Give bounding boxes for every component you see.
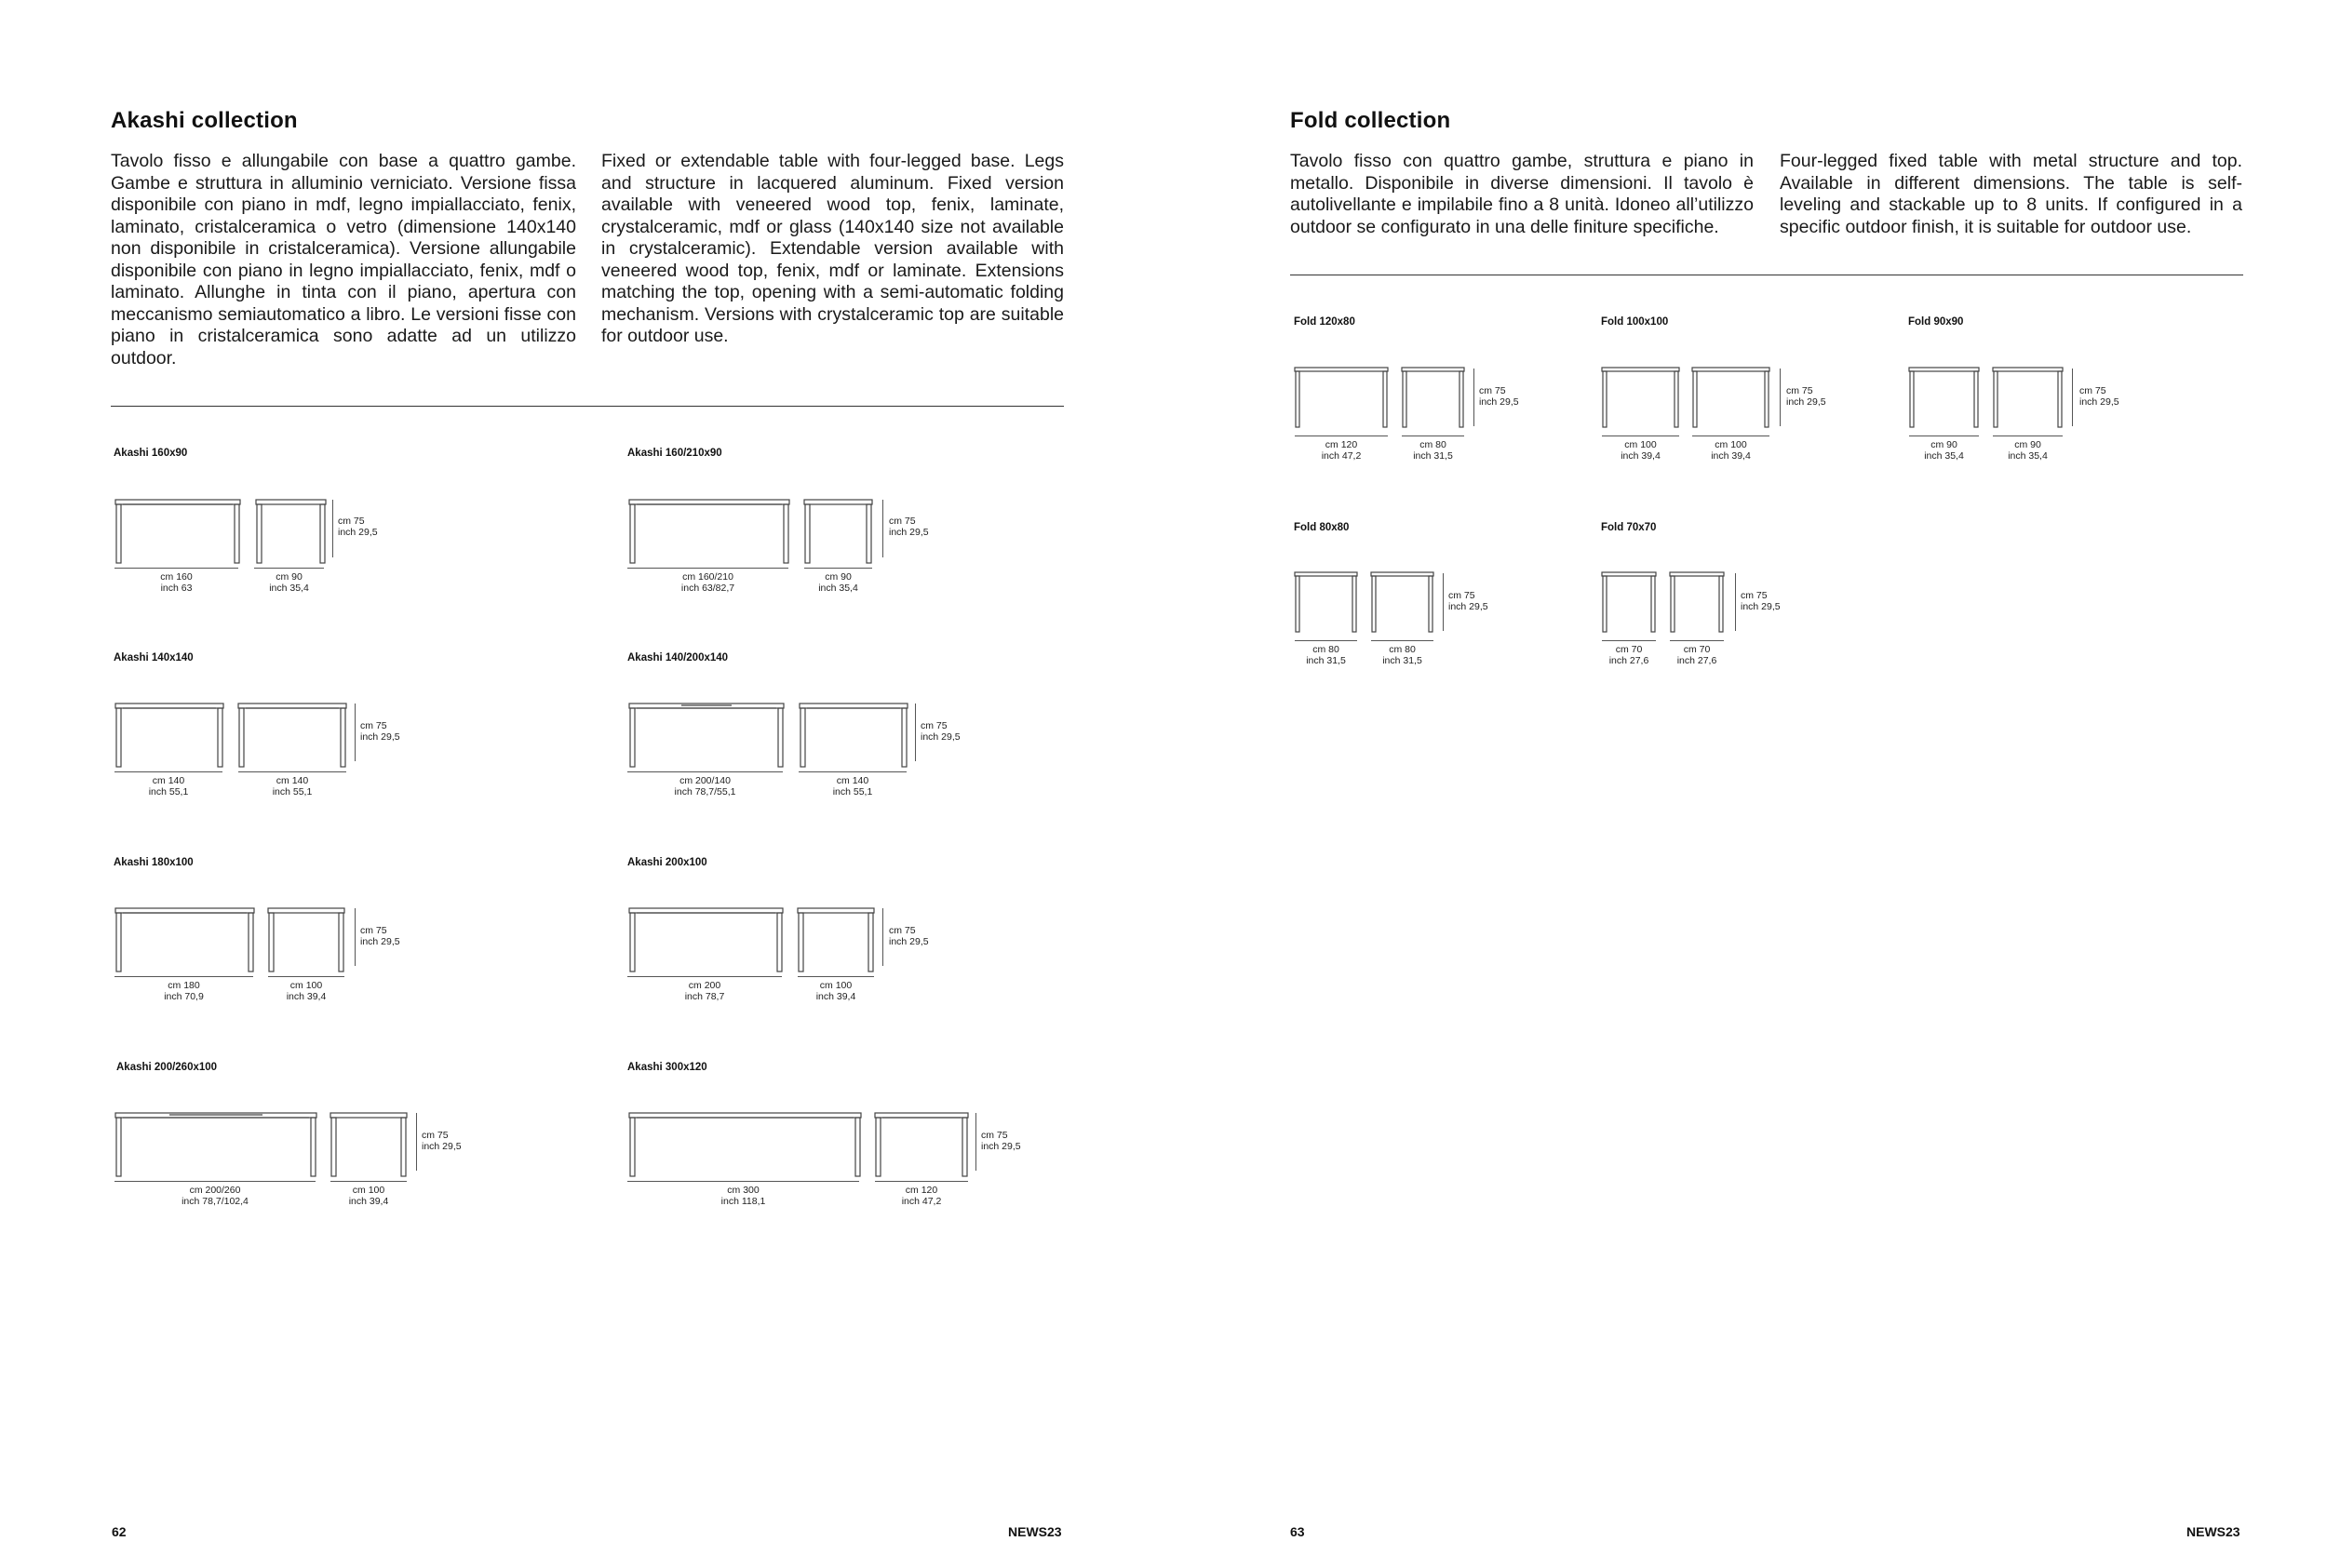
side-dimension: cm 90 inch 35,4 [269,571,309,594]
height-dimension: cm 75 inch 29,5 [889,516,929,538]
front-dimension: cm 100 inch 39,4 [1621,439,1661,462]
height-dimension: cm 75 inch 29,5 [360,720,400,743]
magazine-name-right: NEWS23 [2186,1524,2240,1539]
height-dimension: cm 75 inch 29,5 [889,925,929,947]
front-dimension: cm 120 inch 47,2 [1321,439,1362,462]
side-dimension: cm 100 inch 39,4 [815,980,856,1002]
side-dimension: cm 90 inch 35,4 [2008,439,2048,462]
front-dimension: cm 160 inch 63 [160,571,193,594]
height-dimension: cm 75 inch 29,5 [921,720,961,743]
front-dimension: cm 70 inch 27,6 [1608,644,1649,666]
akashi-160-210x90-drawing [627,498,879,563]
akashi-300x120-drawing [627,1111,981,1176]
product-label: Akashi 200x100 [627,857,707,868]
akashi-180x100-drawing [114,906,356,972]
front-dimension: cm 90 inch 35,4 [1924,439,1964,462]
magazine-name-left: NEWS23 [1008,1524,1062,1539]
akashi-text-it: Tavolo fisso e allungabile con base a quattro gambe. Gambe e struttura in alluminio verniciato. Versione fissa disponibile con piano in mdf, legno impiallacciato, fenix, laminato, cristalceramica o vetro (dimensione 140x140 non disponibile in cristalceramica). Versione allungabile disponibile con piano in legno impiallacciato, fenix, mdf o laminato. Allunghe in tinta con il piano, apertura con meccanismo semiautomatico a libro. Le versioni fisse con piano in cristalceramica sono adatte ad un utilizzo outdoor. [111,151,576,369]
side-dimension: cm 100 inch 39,4 [286,980,327,1002]
akashi-200x100-drawing [627,906,879,972]
height-dimension: cm 75 inch 29,5 [1741,590,1781,612]
front-dimension: cm 200 inch 78,7 [684,980,725,1002]
fold-70x70-drawing [1601,571,1741,633]
fold-90x90-drawing [1908,367,2066,428]
product-label: Fold 70x70 [1601,522,1657,533]
fold-text-en: Four-legged fixed table with metal structure and top. Available in different dimensions. The table is self-leveling and stackable up to 8 units. If configured in a specific outdoor finish, it is suitable for outdoor use. [1780,151,2242,237]
product-label: Akashi 140x140 [114,652,194,663]
fold-80x80-drawing [1294,571,1443,633]
front-dimension: cm 200/140 inch 78,7/55,1 [674,775,736,797]
side-dimension: cm 80 inch 31,5 [1382,644,1422,666]
akashi-160x90-drawing [114,498,328,563]
product-label: Fold 120x80 [1294,316,1355,328]
fold-100x100-drawing [1601,367,1778,428]
side-dimension: cm 90 inch 35,4 [818,571,858,594]
akashi-title: Akashi collection [111,108,298,133]
akashi-140-200x140-drawing [627,702,907,767]
side-dimension: cm 140 inch 55,1 [272,775,313,797]
front-dimension: cm 180 inch 70,9 [164,980,204,1002]
side-dimension: cm 100 inch 39,4 [348,1185,389,1207]
product-label: Fold 100x100 [1601,316,1669,328]
front-dimension: cm 200/260 inch 78,7/102,4 [182,1185,249,1207]
akashi-140x140-drawing [114,702,356,767]
front-dimension: cm 160/210 inch 63/82,7 [680,571,735,594]
front-dimension: cm 80 inch 31,5 [1306,644,1346,666]
product-label: Akashi 140/200x140 [627,652,729,663]
side-dimension: cm 80 inch 31,5 [1413,439,1453,462]
product-label: Akashi 200/260x100 [116,1062,218,1073]
akashi-divider [111,406,1064,407]
fold-120x80-drawing [1294,367,1471,428]
side-dimension: cm 70 inch 27,6 [1676,644,1717,666]
fold-text-it: Tavolo fisso con quattro gambe, struttura e piano in metallo. Disponibile in diverse dimensioni. Il tavolo è autolivellante e impilabile fino a 8 unità. Idoneo all’utilizzo outdoor se configurato in una delle finiture specifiche. [1290,151,1754,237]
height-dimension: cm 75 inch 29,5 [1479,385,1519,408]
fold-title: Fold collection [1290,108,1451,133]
side-dimension: cm 120 inch 47,2 [901,1185,942,1207]
height-dimension: cm 75 inch 29,5 [360,925,400,947]
height-dimension: cm 75 inch 29,5 [338,516,378,538]
product-label: Akashi 160/210x90 [627,448,722,459]
product-label: Fold 80x80 [1294,522,1350,533]
height-dimension: cm 75 inch 29,5 [422,1130,462,1152]
akashi-text-en: Fixed or extendable table with four-legged base. Legs and structure in lacquered aluminum. Fixed version available with veneered wood top, fenix, laminate, crystalceramic, mdf or glass (140x140 size not available in crystalceramic). Extendable version available with veneered wood top, fenix, mdf or laminate. Extensions matching the top, opening with a semi-automatic folding mechanism. Versions with crystalceramic top are suitable for outdoor use. [601,151,1064,346]
akashi-200-260x100-drawing [114,1111,421,1176]
page-number-left: 62 [112,1524,127,1539]
product-label: Akashi 160x90 [114,448,188,459]
height-dimension: cm 75 inch 29,5 [1448,590,1488,612]
product-label: Akashi 300x120 [627,1062,707,1073]
product-label: Fold 90x90 [1908,316,1964,328]
product-label: Akashi 180x100 [114,857,194,868]
height-dimension: cm 75 inch 29,5 [981,1130,1021,1152]
side-dimension: cm 100 inch 39,4 [1711,439,1751,462]
height-dimension: cm 75 inch 29,5 [2079,385,2119,408]
side-dimension: cm 140 inch 55,1 [832,775,873,797]
page-number-right: 63 [1290,1524,1305,1539]
height-dimension: cm 75 inch 29,5 [1786,385,1826,408]
front-dimension: cm 140 inch 55,1 [148,775,189,797]
front-dimension: cm 300 inch 118,1 [720,1185,766,1207]
